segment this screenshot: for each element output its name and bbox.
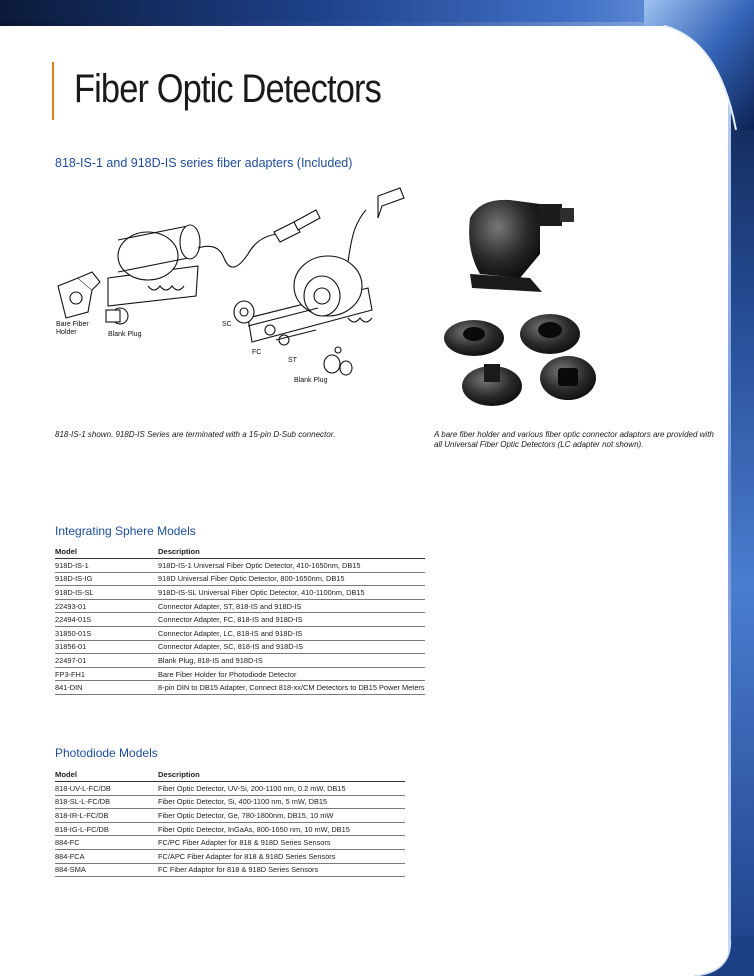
title-accent-rule	[52, 62, 54, 120]
model-cell: 22494-01S	[55, 613, 158, 627]
label-st: ST	[288, 357, 297, 364]
model-cell: 818-SL-L-FC/DB	[55, 795, 158, 809]
corner-decorative-curve	[644, 0, 754, 130]
table-row	[55, 795, 405, 809]
label-sc: SC	[222, 321, 232, 328]
model-cell: 884-SMA	[55, 863, 158, 877]
blank-plug-left-illustration	[106, 308, 128, 324]
table-row	[55, 586, 425, 600]
connector-adapter-photo-3	[462, 364, 522, 406]
column-header-description: Description	[158, 546, 425, 559]
description-cell: FC/PC Fiber Adapter for 818 & 918D Series Sensors	[158, 836, 405, 850]
label-bare-fiber-holder: Bare Fiber	[56, 321, 89, 328]
connector-adapter-photo-4	[540, 356, 596, 400]
model-cell: 22497-01	[55, 654, 158, 668]
table-header-row	[55, 769, 405, 782]
model-cell: FP3-FH1	[55, 667, 158, 681]
table-row	[55, 822, 405, 836]
table-row	[55, 626, 425, 640]
table-row	[55, 849, 405, 863]
label-blank-plug-left: Blank Plug	[108, 331, 142, 338]
integrating-models-table	[55, 546, 425, 695]
table-row	[55, 613, 425, 627]
model-cell: 818-IR-L-FC/DB	[55, 809, 158, 823]
description-cell: Fiber Optic Detector, Ge, 780-1800nm, DB15, 10 mW	[158, 809, 405, 823]
top-decorative-bar	[0, 0, 754, 26]
table-row	[55, 782, 405, 796]
connector-adapter-photo-2	[520, 314, 580, 354]
table-row	[55, 654, 425, 668]
integrating-table-body	[55, 559, 425, 695]
model-cell: 884-FC	[55, 836, 158, 850]
model-cell: 841-DIN	[55, 681, 158, 695]
label-bare-fiber-holder-2: Holder	[56, 329, 77, 336]
bare-fiber-holder-photo	[469, 200, 574, 292]
model-cell: 818-UV-L-FC/DB	[55, 782, 158, 796]
table-row	[55, 640, 425, 654]
table-header-row	[55, 546, 425, 559]
description-cell: FC Fiber Adaptor for 818 & 918D Series Sensors	[158, 863, 405, 877]
table-row	[55, 836, 405, 850]
page-title: Fiber Optic Detectors	[74, 67, 381, 111]
adapter-assembly-diagram	[48, 178, 420, 400]
model-cell: 884-FCA	[55, 849, 158, 863]
table-row	[55, 667, 425, 681]
column-header-model: Model	[55, 769, 158, 782]
description-cell: 918D-IS-SL Universal Fiber Optic Detector, 410-1100nm, DB15	[158, 586, 425, 600]
model-cell: 31856-01	[55, 640, 158, 654]
bottom-decorative-curve	[694, 936, 754, 976]
diagram-caption: 818-IS-1 shown. 918D-IS Series are terminated with a 15-pin D-Sub connector.	[55, 430, 336, 439]
model-cell: 918D-IS-1	[55, 559, 158, 573]
description-cell: Connector Adapter, LC, 818-IS and 918D-IS	[158, 626, 425, 640]
description-cell: Bare Fiber Holder for Photodiode Detector	[158, 667, 425, 681]
right-decorative-edge	[730, 0, 754, 976]
description-cell: Connector Adapter, SC, 818-IS and 918D-IS	[158, 640, 425, 654]
bare-fiber-holder-illustration	[58, 272, 100, 318]
description-cell: FC/APC Fiber Adapter for 818 & 918D Series Sensors	[158, 849, 405, 863]
photo-caption: A bare fiber holder and various fiber optic connector adaptors are provided with all Universal Fiber Optic Detectors (LC adapter not shown).	[434, 430, 714, 449]
description-cell: Blank Plug, 818-IS and 918D-IS	[158, 654, 425, 668]
connector-adapter-photo-1	[444, 320, 504, 356]
photodiode-models-table	[55, 769, 405, 877]
table-row	[55, 572, 425, 586]
description-cell: Fiber Optic Detector, InGaAs, 800-1650 nm, 10 mW, DB15	[158, 822, 405, 836]
adapters-heading: 818-IS-1 and 918D-IS series fiber adapters (Included)	[55, 156, 353, 170]
photodiode-table-body	[55, 782, 405, 877]
model-cell: 22493-01	[55, 599, 158, 613]
description-cell: 918D-IS-1 Universal Fiber Optic Detector, 410-1650nm, DB15	[158, 559, 425, 573]
label-fc: FC	[252, 349, 262, 356]
label-blank-plug-right: Blank Plug	[294, 377, 328, 384]
description-cell: Connector Adapter, FC, 818-IS and 918D-IS	[158, 613, 425, 627]
description-cell: Fiber Optic Detector, UV-Si, 200-1100 nm, 0.2 mW, DB15	[158, 782, 405, 796]
table-row	[55, 681, 425, 695]
description-cell: 8-pin DIN to DB15 Adapter, Connect 818-xx/CM Detectors to DB15 Power Meters	[158, 681, 425, 695]
model-cell: 918D-IS-SL	[55, 586, 158, 600]
table-row	[55, 809, 405, 823]
table-row	[55, 599, 425, 613]
column-header-description: Description	[158, 769, 405, 782]
integrating-heading: Integrating Sphere Models	[55, 524, 196, 538]
description-cell: Fiber Optic Detector, Si, 400-1100 nm, 5 mW, DB15	[158, 795, 405, 809]
model-cell: 918D-IS-IG	[55, 572, 158, 586]
adapters-photo	[430, 178, 600, 418]
table-row	[55, 559, 425, 573]
description-cell: Connector Adapter, ST, 818-IS and 918D-IS	[158, 599, 425, 613]
column-header-model: Model	[55, 546, 158, 559]
table-row	[55, 863, 405, 877]
model-cell: 818-IG-L-FC/DB	[55, 822, 158, 836]
description-cell: 918D Universal Fiber Optic Detector, 800-1650nm, DB15	[158, 572, 425, 586]
model-cell: 31850-01S	[55, 626, 158, 640]
right-detector-illustration	[248, 188, 404, 342]
left-detector-illustration	[108, 210, 320, 306]
photodiode-heading: Photodiode Models	[55, 746, 158, 760]
